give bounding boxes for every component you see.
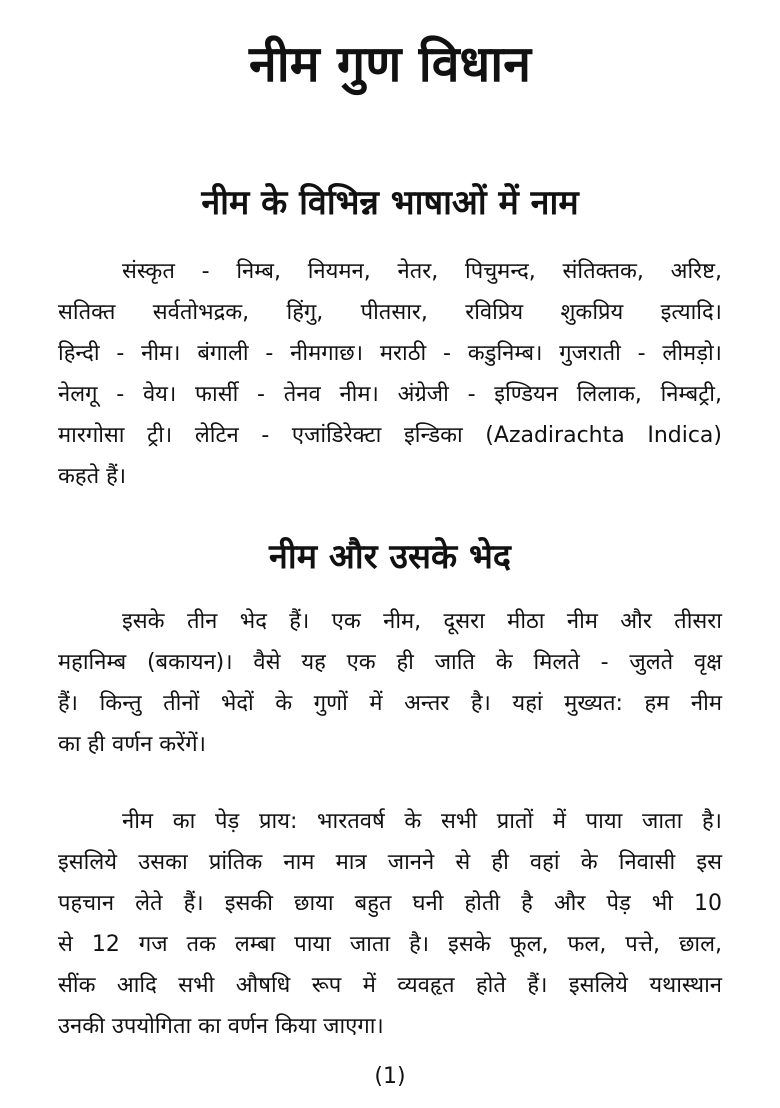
text-line: उनकी उपयोगिता का वर्णन किया जाएगा।	[58, 1014, 384, 1039]
text-line: महानिम्ब (बकायन)। वैसे यह एक ही जाति के मिलते - जुलते वृक्ष	[58, 650, 722, 675]
text-line: कहते हैं।	[58, 464, 127, 489]
paragraph-names	[58, 251, 722, 497]
section-heading-names: नीम के विभिन्न भाषाओं में नाम	[201, 183, 579, 223]
text-line: का ही वर्णन करेंगें।	[58, 732, 206, 757]
text-line: हैं। किन्तु तीनों भेदों के गुणों में अन्तर है। यहां मुख्यत: हम नीम	[58, 691, 722, 716]
text-line: हिन्दी - नीम। बंगाली - नीमगाछ। मराठी - कडुनिम्ब। गुजराती - लीमड़ो।	[58, 341, 722, 366]
text-line: पहचान लेते हैं। इसकी छाया बहुत घनी होती है और पेड़ भी 10	[58, 891, 722, 916]
text-line: नेलगू - वेय। फार्सी - तेनव नीम। अंग्रेजी - इण्डियन लिलाक, निम्बट्री,	[58, 382, 722, 407]
paragraph-tree	[58, 801, 722, 1047]
section-heading-types: नीम और उसके भेद	[269, 537, 511, 577]
text-line: इसके तीन भेद हैं। एक नीम, दूसरा मीठा नीम और तीसरा	[122, 609, 722, 634]
page-number: (1)	[374, 1064, 406, 1089]
page-title: नीम गुण विधान	[249, 35, 531, 93]
text-line: से 12 गज तक लम्बा पाया जाता है। इसके फूल, फल, पत्ते, छाल,	[58, 932, 722, 957]
text-line: सींक आदि सभी औषधि रूप में व्यवहृत होते हैं। इसलिये यथास्थान	[58, 973, 722, 998]
text-line: सतिक्त सर्वतोभद्रक, हिंगु, पीतसार, रविप्रिय शुकप्रिय इत्यादि।	[58, 300, 722, 325]
text-line: इसलिये उसका प्रांतिक नाम मात्र जानने से ही वहां के निवासी इस	[58, 850, 722, 875]
paragraph-types	[58, 601, 722, 765]
text-line: संस्कृत - निम्ब, नियमन, नेतर, पिचुमन्द, संतिक्तक, अरिष्ट,	[122, 259, 722, 284]
text-line: नीम का पेड़ प्राय: भारतवर्ष के सभी प्रातों में पाया जाता है।	[122, 809, 722, 834]
text-line: मारगोसा ट्री। लेटिन - एजांडिरेक्टा इन्डिका (Azadirachta Indica)	[58, 423, 722, 448]
